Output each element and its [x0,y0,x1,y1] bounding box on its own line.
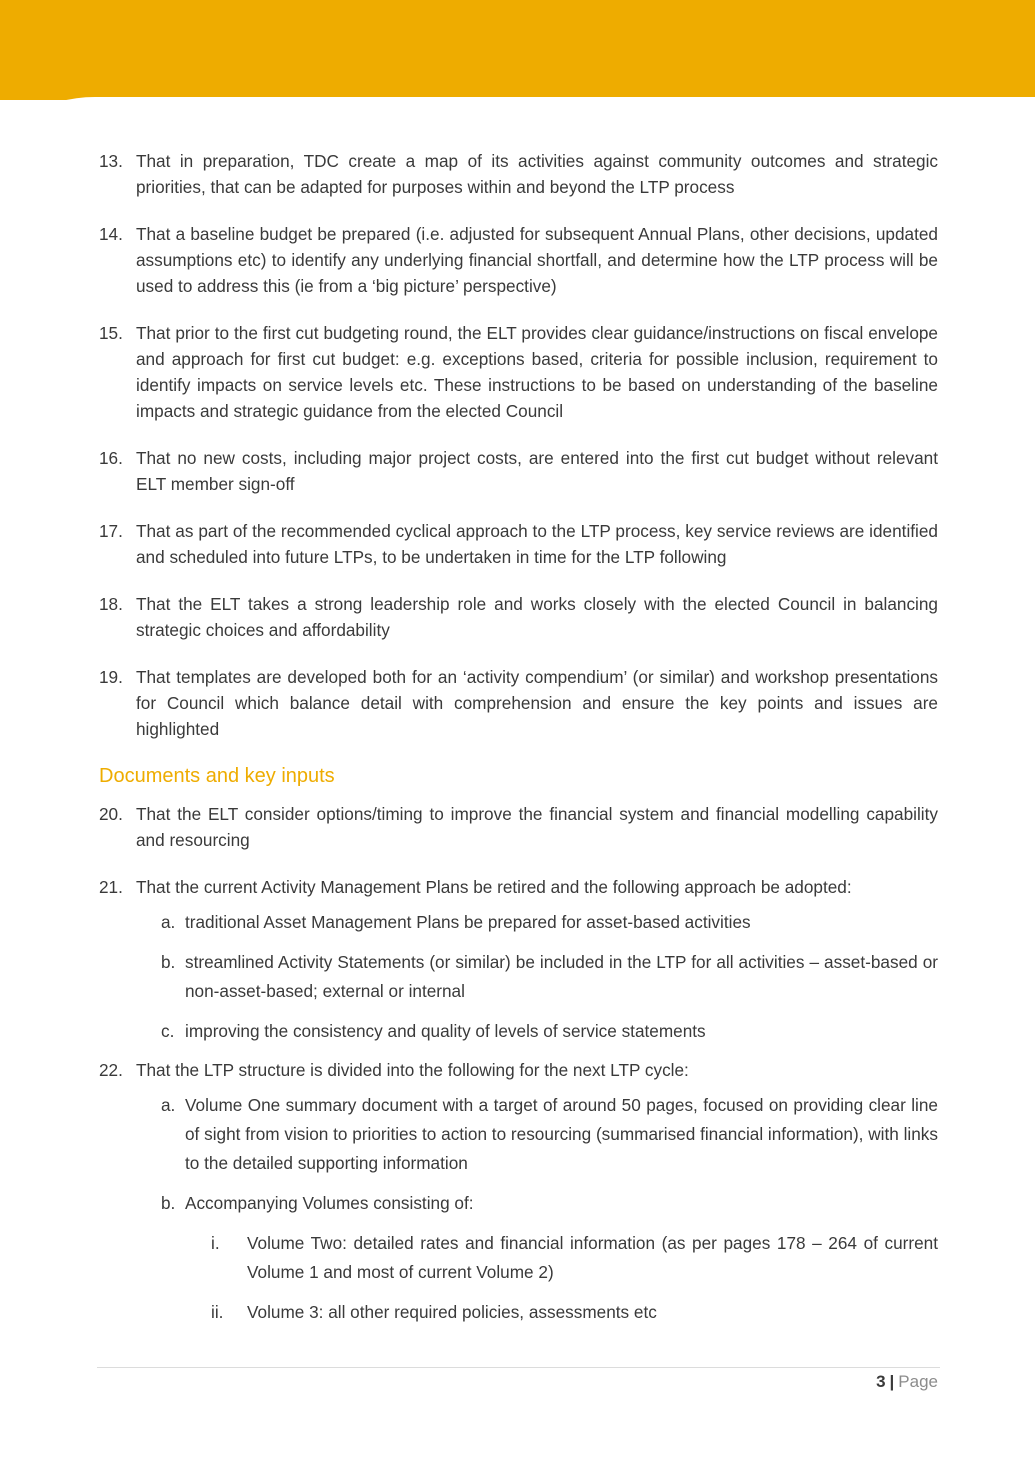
list-item [99,148,938,200]
item-number: 20. [99,804,123,824]
item-text: That the LTP structure is divided into the following for the next LTP cycle: [136,1060,689,1080]
list-item [99,320,938,424]
item-text: That templates are developed both for an ‘activity compendium’ (or similar) and workshop presentations for Council which balance detail with comprehension and ensure the key points and issues are highlighted [136,667,938,739]
sub-item-text: Accompanying Volumes consisting of: [185,1193,474,1213]
item-text: That no new costs, including major project costs, are entered into the first cut budget without relevant ELT member sign-off [136,448,938,494]
list-item [99,664,938,742]
sub-sub-item-numeral: i. [211,1233,220,1253]
sub-item-text: traditional Asset Management Plans be prepared for asset-based activities [185,912,751,932]
item-text: That the ELT takes a strong leadership role and works closely with the elected Council in balancing strategic choices and affordability [136,594,938,640]
sub-item-letter: a. [161,1095,176,1115]
sub-item-letter: a. [161,912,176,932]
sub-sub-item-numeral: ii. [211,1302,224,1322]
item-number: 22. [99,1060,123,1080]
item-number: 13. [99,151,123,171]
item-number: 21. [99,877,123,897]
item-number: 18. [99,594,123,614]
item-number: 17. [99,521,123,541]
list-item [99,518,938,570]
sub-item-letter: c. [161,1021,175,1041]
sub-sub-list-item [99,1229,938,1287]
footer-divider [97,1367,940,1368]
item-text: That a baseline budget be prepared (i.e. adjusted for subsequent Annual Plans, other decisions, updated assumptions etc) to identify any underlying financial shortfall, and determine how the LTP process will be used to address this (ie from a ‘big picture’ perspective) [136,224,938,296]
sub-item-text: Volume One summary document with a target of around 50 pages, focused on providing clear line of sight from vision to priorities to action to resourcing (summarised financial information), with links to the detailed supporting information [185,1095,938,1173]
item-text: That as part of the recommended cyclical approach to the LTP process, key service reviews are identified and scheduled into future LTPs, to be undertaken in time for the LTP following [136,521,938,567]
sub-sub-list-item [99,1298,938,1327]
list-item [99,221,938,299]
sub-list-item [99,908,938,937]
item-number: 16. [99,448,123,468]
page-number: 3 [876,1372,886,1391]
sub-list-item [99,1017,938,1046]
list-item [99,874,938,900]
sub-item-text: improving the consistency and quality of levels of service statements [185,1021,706,1041]
item-text: That the current Activity Management Plans be retired and the following approach be adopted: [136,877,852,897]
page-footer [876,1372,938,1392]
page-content [99,148,938,1338]
item-text: That in preparation, TDC create a map of its activities against community outcomes and strategic priorities, that can be adapted for purposes within and beyond the LTP process [136,151,938,197]
section-heading: Documents and key inputs [99,765,335,787]
sub-list-item [99,1091,938,1178]
header-band [0,0,1035,100]
list-item [99,445,938,497]
item-number: 15. [99,323,123,343]
sub-item-letter: b. [161,952,176,972]
page-word: Page [898,1372,938,1391]
sub-list-item [99,948,938,1006]
item-text: That the ELT consider options/timing to improve the financial system and financial modelling capability and resourcing [136,804,938,850]
list-item [99,591,938,643]
list-item [99,1057,938,1083]
page-separator: | [889,1372,895,1391]
item-number: 14. [99,224,123,244]
sub-sub-item-text: Volume Two: detailed rates and financial information (as per pages 178 – 264 of current Volume 1 and most of current Volume 2) [247,1233,938,1282]
sub-item-letter: b. [161,1193,176,1213]
sub-list-item [99,1189,938,1218]
sub-item-text: streamlined Activity Statements (or similar) be included in the LTP for all activities – asset-based or non-asset-based; external or internal [185,952,938,1001]
item-text: That prior to the first cut budgeting round, the ELT provides clear guidance/instructions on fiscal envelope and approach for first cut budget: e.g. exceptions based, criteria for possible inclusion, requirement to identify impacts on service levels etc. These instructions to be based on understanding of the baseline impacts and strategic guidance from the elected Council [136,323,938,421]
item-number: 19. [99,667,123,687]
sub-sub-item-text: Volume 3: all other required policies, assessments etc [247,1302,657,1322]
list-item [99,801,938,853]
